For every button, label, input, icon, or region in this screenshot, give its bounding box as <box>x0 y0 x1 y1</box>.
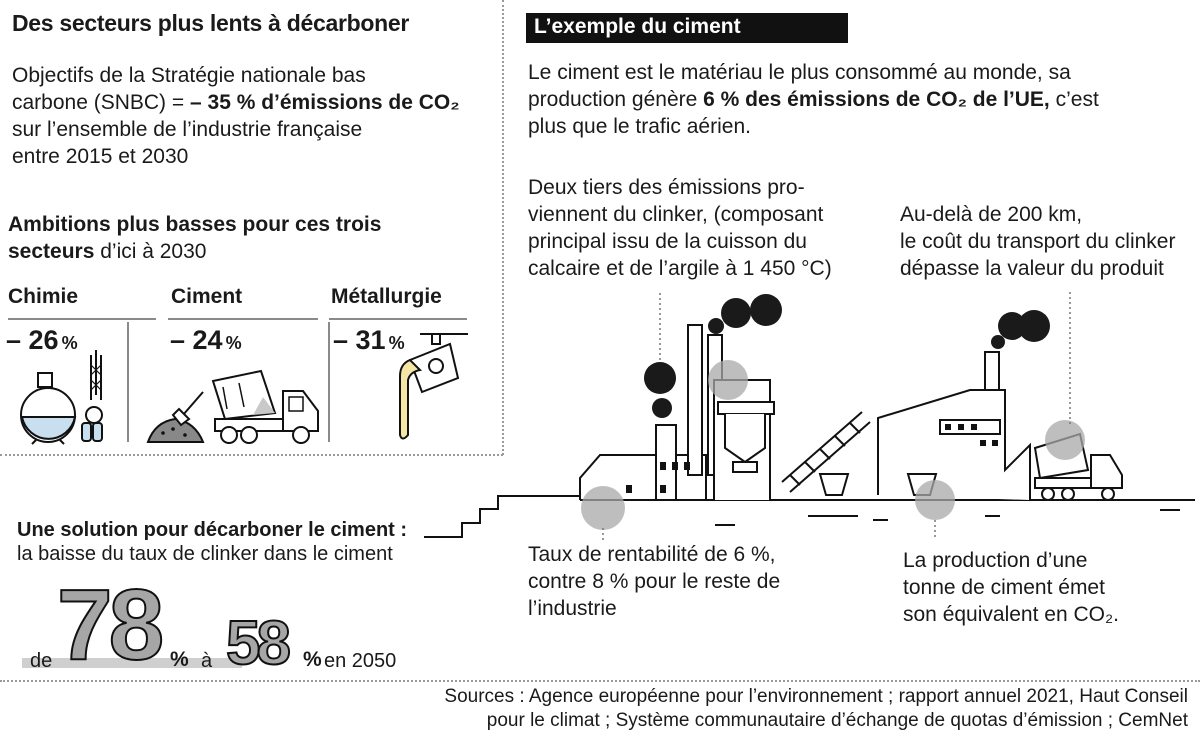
sources-line-2: pour le climat ; Système communautaire d’échange de quotas d’émission ; CemNet <box>486 710 1188 731</box>
word-a: à <box>201 650 213 672</box>
transport-line-1: Au-delà de 200 km, <box>900 203 1083 226</box>
chemistry-plant-icon <box>18 345 118 445</box>
ambitions-rest: d’ici à 2030 <box>94 240 207 263</box>
prod-line-2: tonne de ciment émet <box>903 576 1105 599</box>
metallurgie-number: – 31 <box>333 325 386 355</box>
solution-subtitle: la baisse du taux de clinker dans le ciment <box>17 543 393 565</box>
horizontal-separator-bottom <box>0 680 1200 682</box>
ambitions-line-2 <box>8 238 381 265</box>
ambitions-line-1: Ambitions plus basses pour ces trois <box>8 213 382 236</box>
rent-line-3: l’industrie <box>528 597 617 620</box>
snbc-highlight: – 35 % d’émissions de CO₂ <box>190 91 460 114</box>
transport-note <box>900 201 1175 282</box>
rentability-note <box>528 541 780 622</box>
ambitions-bold: secteurs <box>8 240 95 263</box>
clinker-line-2: viennent du clinker, (composant <box>528 203 824 226</box>
value-58: 58 <box>226 609 287 678</box>
solution-title: Une solution pour décarboner le ciment : <box>17 519 408 541</box>
value-78: 78 <box>57 569 161 681</box>
ciment-number: – 24 <box>170 325 223 355</box>
intro-line-2 <box>528 86 1188 113</box>
cement-plant-illustration <box>420 290 1200 540</box>
clinker-note <box>528 174 832 282</box>
sector-name-ciment: Ciment <box>171 285 243 308</box>
intro-line-1: Le ciment est le matériau le plus consommé au monde, sa <box>528 61 1071 84</box>
clinker-line-3: principal issu de la cuisson du <box>528 230 807 253</box>
sector-divider-1 <box>127 322 129 442</box>
sector-value-ciment <box>170 325 242 356</box>
snbc-line-4: entre 2015 et 2030 <box>12 145 189 168</box>
year-text: en 2050 <box>324 650 397 672</box>
ciment-unit: % <box>225 333 242 353</box>
sector-name-chimie: Chimie <box>8 285 79 308</box>
prod-line-3: son équivalent en CO₂. <box>903 603 1119 626</box>
intro-2c: c’est <box>1049 88 1099 111</box>
sources <box>288 685 1188 733</box>
snbc-line-2-a: carbone (SNBC) = <box>12 91 190 114</box>
snbc-line-2 <box>12 89 492 116</box>
section-badge: L’exemple du ciment <box>526 13 848 43</box>
clinker-line-4: calcaire et de l’argile à 1 450 °C) <box>528 257 832 280</box>
snbc-text <box>12 62 492 170</box>
sector-rule-1 <box>8 318 156 320</box>
pct-1: % <box>170 648 189 671</box>
ambitions-text <box>8 211 381 265</box>
snbc-line-3: sur l’ensemble de l’industrie française <box>12 118 363 141</box>
intro-2a: production génère <box>528 88 704 111</box>
word-de: de <box>30 650 53 672</box>
sources-line-1: Sources : Agence européenne pour l’environnement ; rapport annuel 2021, Haut Conseil <box>444 686 1188 707</box>
chimie-unit: % <box>61 333 78 353</box>
transport-line-3: dépasse la valeur du produit <box>900 257 1164 280</box>
intro-highlight: 6 % des émissions de CO₂ de l’UE, <box>703 88 1050 111</box>
intro-line-3: plus que le trafic aérien. <box>528 115 751 138</box>
prod-line-1: La production d’une <box>903 549 1088 572</box>
transport-line-2: le coût du transport du clinker <box>900 230 1176 253</box>
metallurgie-unit: % <box>388 333 405 353</box>
main-title: Des secteurs plus lents à décarboner <box>12 10 409 36</box>
production-note <box>903 547 1119 628</box>
snbc-line-1: Objectifs de la Stratégie nationale bas <box>12 64 366 87</box>
intro-text <box>528 59 1188 140</box>
rent-line-1: Taux de rentabilité de 6 %, <box>528 543 776 566</box>
sector-rule-2 <box>168 318 318 320</box>
pct-2: % <box>303 648 322 671</box>
rent-line-2: contre 8 % pour le reste de <box>528 570 781 593</box>
clinker-line-1: Deux tiers des émissions pro- <box>528 176 805 199</box>
chimie-number: – 26 <box>6 325 59 355</box>
sector-name-metallurgie: Métallurgie <box>331 285 442 308</box>
cement-truck-icon <box>143 367 323 447</box>
sector-divider-2 <box>328 322 330 442</box>
